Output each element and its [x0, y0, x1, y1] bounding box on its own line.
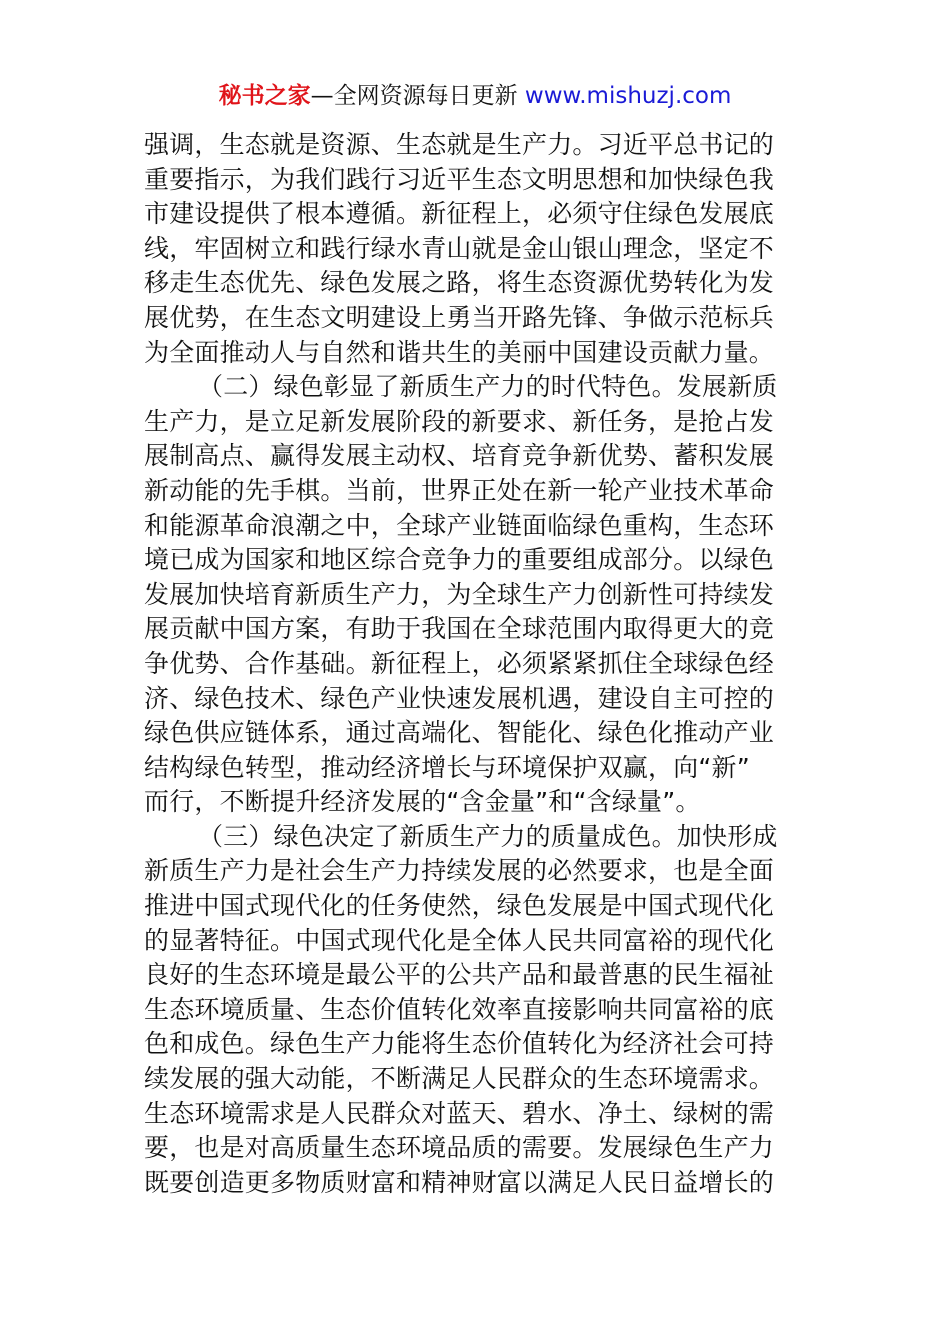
text-line: 境已成为国家和地区综合竞争力的重要组成部分。以绿色 — [144, 545, 775, 575]
section-heading-line: （二）绿色彰显了新质生产力的时代特色。发展新质 — [198, 372, 778, 402]
text-line: 要，也是对高质量生态环境品质的需要。发展绿色生产力 — [144, 1133, 775, 1163]
text-line: 线，牢固树立和践行绿水青山就是金山银山理念，坚定不 — [144, 233, 775, 263]
document-body — [144, 128, 816, 1200]
text-line: 强调，生态就是资源、生态就是生产力。习近平总书记的 — [144, 130, 775, 159]
page-header — [0, 80, 950, 112]
text-line: 生态环境质量、生态价值转化效率直接影响共同富裕的底 — [144, 994, 775, 1024]
text-line: 生产力，是立足新发展阶段的新要求、新任务，是抢占发 — [144, 406, 775, 436]
text-line: 色和成色。绿色生产力能将生态价值转化为经济社会可持 — [144, 1029, 775, 1059]
text-line: 重要指示，为我们践行习近平生态文明思想和加快绿色我 — [144, 164, 775, 194]
text-line: 展制高点、赢得发展主动权、培育竞争新优势、蓄积发展 — [144, 441, 775, 471]
text-line: 生态环境需求是人民群众对蓝天、碧水、净土、绿树的需 — [144, 1098, 775, 1128]
text-line: 绿色供应链体系，通过高端化、智能化、绿色化推动产业 — [144, 718, 775, 748]
text-line: 和能源革命浪潮之中，全球产业链面临绿色重构，生态环 — [144, 510, 775, 540]
text-line: 推进中国式现代化的任务使然，绿色发展是中国式现代化 — [144, 891, 775, 921]
text-line: 新质生产力是社会生产力持续发展的必然要求，也是全面 — [144, 856, 775, 886]
site-brand: 秘书之家 — [218, 83, 311, 109]
text-line: 新动能的先手棋。当前，世界正处在新一轮产业技术革命 — [144, 475, 775, 505]
text-line: 而行，不断提升经济发展的“含金量”和“含绿量”。 — [144, 787, 701, 817]
text-line: 移走生态优先、绿色发展之路，将生态资源优势转化为发 — [144, 268, 775, 298]
text-line: 展贡献中国方案，有助于我国在全球范围内取得更大的竞 — [144, 614, 775, 644]
text-line: 展优势，在生态文明建设上勇当开路先锋、争做示范标兵 — [144, 302, 775, 332]
text-line: 良好的生态环境是最公平的公共产品和最普惠的民生福祉 — [144, 960, 775, 990]
section-heading-line: （三）绿色决定了新质生产力的质量成色。加快形成 — [198, 821, 778, 851]
text-line: 续发展的强大动能，不断满足人民群众的生态环境需求。 — [144, 1064, 775, 1094]
text-line: 市建设提供了根本遵循。新征程上，必须守住绿色发展底 — [144, 199, 775, 229]
text-line: 争优势、合作基础。新征程上，必须紧紧抓住全球绿色经 — [144, 648, 775, 678]
site-url-link[interactable]: www.mishuzj.com — [524, 83, 732, 109]
text-line: 济、绿色技术、绿色产业快速发展机遇，建设自主可控的 — [144, 683, 775, 713]
text-line: 结构绿色转型，推动经济增长与环境保护双赢，向“新” — [144, 752, 750, 782]
text-line: 既要创造更多物质财富和精神财富以满足人民日益增长的 — [144, 1167, 775, 1197]
text-line: 的显著特征。中国式现代化是全体人民共同富裕的现代化 — [144, 925, 775, 955]
text-line: 为全面推动人与自然和谐共生的美丽中国建设贡献力量。 — [144, 337, 775, 367]
site-tagline: —全网资源每日更新 — [310, 83, 525, 109]
text-line: 发展加快培育新质生产力，为全球生产力创新性可持续发 — [144, 579, 775, 609]
